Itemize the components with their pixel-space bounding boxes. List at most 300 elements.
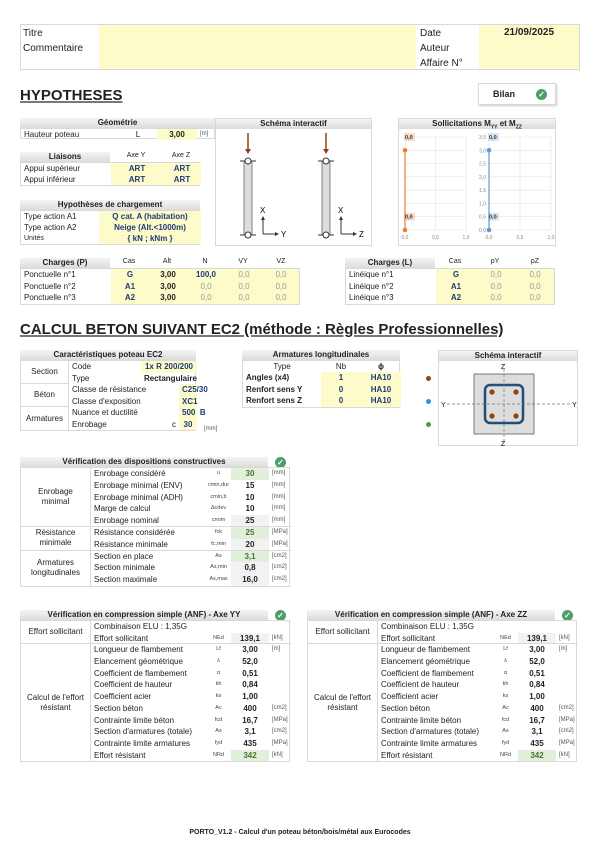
classe-exp-input[interactable]: XC1: [179, 396, 197, 408]
charge-label: Linéique n°3: [349, 293, 394, 302]
row-unit: [269, 679, 291, 691]
armature-nb-input[interactable]: 1: [321, 372, 361, 384]
classe-exp-label: Classe d'exposition: [72, 396, 141, 406]
y-tick-label: 1,5: [479, 188, 486, 195]
symbol: [206, 621, 231, 633]
code-input[interactable]: 1x R 200/200: [141, 361, 197, 373]
symbol: ks: [502, 693, 509, 700]
row-unit: [cm2]: [272, 704, 287, 711]
symbol: NRd: [499, 751, 511, 758]
affaire-label: Affaire N°: [420, 58, 463, 69]
row-value: 16,7: [242, 715, 258, 725]
nuance-input[interactable]: [179, 407, 206, 419]
row-label: Effort résistant: [381, 750, 433, 760]
row-label: Longueur de flambement: [94, 645, 183, 655]
table-row: [21, 281, 299, 293]
section-diagram: [439, 361, 579, 447]
symbol: λ: [217, 658, 220, 665]
charge-input[interactable]: 3,00: [149, 281, 187, 293]
table-row: [21, 163, 199, 174]
table-row: [21, 233, 199, 244]
row-label: Coefficient de hauteur: [94, 680, 173, 690]
chargement-select[interactable]: { kN ; kNm }: [99, 233, 201, 244]
y-tick-label: 0,5: [479, 214, 486, 221]
row-label: Section béton: [94, 703, 143, 713]
symbol: As: [502, 728, 509, 735]
liaison-y-select[interactable]: ART: [111, 174, 163, 185]
col-header: VY: [238, 258, 248, 265]
check-icon: ✓: [275, 457, 286, 468]
liaison-label: Appui supérieur: [24, 164, 81, 173]
charge-input[interactable]: A2: [111, 292, 149, 304]
row-label: Elancement géométrique: [381, 657, 470, 667]
column-diagram: [216, 129, 373, 247]
row-unit: [556, 621, 578, 633]
charge-input[interactable]: A2: [436, 292, 476, 304]
charge-input[interactable]: 0,0: [476, 292, 516, 304]
charge-input[interactable]: A1: [111, 281, 149, 293]
row-label: Coefficient de flambement: [381, 668, 474, 678]
row-value: 16,7: [529, 715, 545, 725]
symbol: Lf: [503, 646, 508, 653]
row-value: 52,0: [529, 657, 545, 667]
charge-input[interactable]: G: [436, 269, 476, 281]
data-point: [403, 228, 408, 233]
bar-color-dot-icon: [426, 422, 431, 427]
x-tick-label: 0,5: [516, 235, 524, 241]
titre-commentaire-field[interactable]: [99, 25, 416, 69]
data-label: 0,0: [489, 135, 497, 141]
row-unit: [556, 656, 578, 668]
table-row: [346, 281, 554, 293]
hauteur-symbol: L: [135, 130, 141, 139]
bilan-box[interactable]: [478, 83, 556, 105]
armature-label: Renfort sens Y: [246, 384, 303, 394]
charge-input[interactable]: G: [111, 269, 149, 281]
table-row: [21, 211, 199, 222]
liaison-z-select[interactable]: ART: [163, 174, 201, 185]
row-unit: [MPa]: [559, 739, 575, 746]
beton-label: Béton: [21, 384, 69, 407]
section-label: Section: [21, 361, 69, 384]
classe-res-label: Classe de résistance: [72, 385, 147, 394]
symbol: fyd: [501, 739, 510, 746]
charge-input[interactable]: 0,0: [516, 292, 554, 304]
row-label: Enrobage minimal (ADH): [94, 492, 183, 502]
charge-input[interactable]: 0,0: [263, 269, 299, 281]
enrobage-input[interactable]: 30: [179, 419, 197, 431]
armature-nb-input[interactable]: 0: [321, 384, 361, 396]
row-value: 30: [231, 468, 269, 480]
row-value: [231, 621, 269, 633]
row-value: 0,51: [529, 668, 545, 678]
row-label: Résistance minimale: [91, 539, 206, 551]
row-unit: [cm2]: [272, 552, 287, 559]
charge-label: Ponctuelle n°2: [24, 281, 76, 291]
x-tick-label: 0,0: [485, 235, 493, 241]
date-value: 21/09/2025: [503, 27, 555, 38]
symbol: [493, 621, 518, 633]
row-unit: [mm]: [269, 515, 291, 527]
table-row: [243, 384, 399, 396]
row-label: Effort résistant: [94, 750, 146, 760]
row-value: 52,0: [242, 657, 258, 667]
hypotheses-title: HYPOTHESES: [20, 87, 123, 104]
charge-input[interactable]: 0,0: [516, 281, 554, 293]
charge-label: Ponctuelle n°3: [24, 293, 76, 302]
charge-label: Linéique n°2: [349, 281, 394, 291]
row-value: 10: [245, 492, 255, 502]
group-label: Armatures longitudinales: [21, 551, 91, 586]
data-point: [403, 148, 408, 153]
axis-x-label: X: [260, 206, 266, 215]
row-label: Enrobage minimal (ENV): [94, 480, 183, 490]
row-value: 10: [245, 504, 255, 514]
nuance-label: Nuance et ductilité: [72, 408, 138, 417]
row-unit: [269, 621, 291, 633]
row-value: 3,1: [531, 727, 543, 737]
symbol: kh: [215, 681, 222, 688]
row-unit: [cm2]: [272, 576, 287, 583]
group-label: Enrobage minimal: [21, 468, 91, 527]
chargement-label: Type action A1: [24, 212, 77, 221]
table-row: [21, 292, 299, 304]
hauteur-input[interactable]: 3,00: [157, 129, 197, 140]
row-value: 3,00: [242, 645, 258, 655]
row-label: Longueur de flambement: [381, 645, 470, 655]
row-label: Section maximale: [94, 575, 158, 585]
group-label: Calcul de l'effort résistant: [308, 644, 378, 761]
chargement-label: Unités: [24, 235, 44, 242]
charge-label: Linéique n°1: [349, 270, 394, 279]
col-header: Alt: [162, 258, 172, 265]
symbol: u: [216, 470, 221, 476]
nuance-value: 500: [182, 408, 196, 417]
armature-label: Angles (x4): [246, 373, 290, 382]
charge-input[interactable]: 0,0: [187, 292, 225, 304]
row-unit: [cm2]: [272, 728, 287, 735]
titre-label: Titre: [23, 28, 43, 39]
row-unit: [m]: [272, 646, 281, 653]
col-diameter: ɸ: [378, 362, 384, 371]
row-unit: [MPa]: [272, 739, 288, 746]
auteur-label: Auteur: [420, 43, 450, 54]
row-label: Combinaison ELU : 1,35G: [381, 622, 474, 631]
row-label: Enrobage nominal: [91, 515, 206, 527]
x-tick-label: 0,5: [432, 235, 439, 241]
col-nb: Nb: [335, 362, 347, 371]
x-tick-label: 1,0: [547, 235, 555, 241]
charges-l-header: Charges (L): [345, 258, 435, 268]
charge-input[interactable]: 0,0: [476, 269, 516, 281]
row-value: 3,1: [244, 727, 256, 737]
row-value: [518, 621, 556, 633]
row-value: 400: [530, 703, 544, 713]
column-z: [318, 133, 357, 238]
symbol: α: [216, 669, 221, 676]
symbol: λ: [504, 658, 507, 665]
charge-input[interactable]: 0,0: [263, 292, 299, 304]
chart-plot: [399, 129, 557, 247]
symbol: NEd: [493, 633, 518, 645]
calcul-title: CALCUL BETON SUIVANT EC2 (méthode : Règles Professionnelles): [20, 321, 504, 338]
row-unit: [cm2]: [559, 728, 574, 735]
bar-color-dot-icon: [426, 399, 431, 404]
liaisons-header: Liaisons: [20, 152, 110, 162]
armature-diameter-select[interactable]: HA10: [361, 395, 401, 407]
caract-header: Caractéristiques poteau EC2: [20, 350, 196, 360]
row-value: 139,1: [231, 633, 269, 645]
symbol: Δcdev: [210, 505, 227, 512]
bilan-label: Bilan: [493, 89, 516, 99]
check-icon: ✓: [536, 89, 547, 100]
symbol: cmin,dur: [207, 481, 230, 488]
table-row: [21, 174, 199, 185]
row-label: Section minimale: [94, 563, 155, 573]
symbol: kh: [502, 681, 509, 688]
row-label: Coefficient de flambement: [94, 668, 187, 678]
row-value: 435: [530, 738, 544, 748]
row-value: 0,84: [242, 680, 258, 690]
row-value: 400: [243, 703, 257, 713]
col-type: Type: [273, 362, 291, 371]
symbol: fck: [214, 528, 223, 535]
charge-input[interactable]: 0,0: [516, 269, 554, 281]
row-unit: [mm]: [272, 505, 286, 512]
hauteur-unit: [m]: [200, 131, 209, 137]
date-label: Date: [420, 28, 442, 39]
row-label: Contrainte limite béton: [381, 715, 462, 725]
check-icon: ✓: [562, 610, 573, 621]
row-unit: [MPa]: [272, 716, 288, 723]
y-tick-label: 1,0: [479, 201, 486, 208]
row-label: Effort sollicitant: [91, 633, 206, 645]
symbol: As: [215, 728, 222, 735]
document-header: [20, 24, 580, 70]
footer: PORTO_V1.2 - Calcul d'un poteau béton/bois/métal aux Eurocodes: [189, 829, 411, 836]
col-header: pY: [490, 258, 500, 265]
symbol: As,min: [210, 564, 227, 571]
col-header: Cas: [122, 258, 136, 265]
date-field[interactable]: [479, 25, 579, 69]
symbol: NRd: [212, 751, 224, 758]
data-label: 0,0: [489, 214, 497, 221]
x-tick-label: 0,0: [401, 235, 409, 241]
row-label: Effort sollicitant: [378, 633, 493, 645]
compression-header: Vérification en compression simple (ANF) - Axe YY: [20, 610, 268, 620]
sollicitations-chart: [398, 118, 556, 246]
compression-header: Vérification en compression simple (ANF) - Axe ZZ: [307, 610, 555, 620]
row-label: Section béton: [381, 703, 430, 713]
row-value: 25: [231, 527, 269, 539]
data-point: [487, 228, 492, 233]
type-value: Rectangulaire: [144, 373, 197, 383]
y-label: Y: [572, 402, 577, 409]
row-value: 139,1: [518, 633, 556, 645]
charge-label: Ponctuelle n°1: [24, 270, 76, 279]
row-label: Section d'armatures (totale): [94, 727, 193, 737]
row-unit: [kN]: [556, 633, 578, 645]
column-y: [240, 133, 279, 238]
row-label: Contrainte limite béton: [94, 715, 175, 725]
row-unit: [kN]: [269, 633, 291, 645]
row-label: Combinaison ELU : 1,35G: [94, 622, 187, 631]
chart-title: Sollicitations $M_{YY}$ et $M_{ZZ}$: [399, 119, 555, 129]
row-unit: [cm2]: [272, 564, 287, 571]
row-value: 435: [243, 738, 257, 748]
data-label: 0,0: [405, 214, 413, 221]
enrobage-label: Enrobage: [72, 419, 107, 429]
data-label: 0,0: [405, 135, 413, 141]
row-unit: [MPa]: [269, 539, 291, 551]
symbol: As: [215, 552, 222, 559]
axis-y-label: Y: [281, 230, 287, 239]
row-unit: [cm2]: [559, 704, 574, 711]
group-label: Effort sollicitant: [308, 621, 378, 644]
symbol: As,max: [209, 576, 228, 583]
x-tick-label: 1,0: [462, 235, 470, 241]
y-tick-label: 2,5: [479, 161, 486, 168]
row-value: 0,51: [242, 668, 258, 678]
armature-diameter-select[interactable]: HA10: [361, 372, 401, 384]
charge-input[interactable]: 0,0: [225, 281, 263, 293]
charge-input[interactable]: A1: [436, 281, 476, 293]
row-unit: [269, 656, 291, 668]
charge-input[interactable]: 3,00: [149, 292, 187, 304]
symbol: NEd: [206, 633, 231, 645]
row-unit: [mm]: [272, 481, 286, 488]
row-label: Contrainte limite armatures: [381, 738, 478, 748]
row-unit: [556, 691, 578, 703]
symbol: ks: [215, 693, 222, 700]
row-value: 342: [518, 750, 556, 762]
charge-input[interactable]: 0,0: [225, 269, 263, 281]
hauteur-label: Hauteur poteau: [24, 130, 80, 139]
axis-z-label: Z: [359, 230, 364, 239]
ductilite-value: B: [199, 408, 206, 417]
row-unit: [556, 668, 578, 680]
compression-table: [307, 620, 577, 762]
verif-header: Vérification des dispositions constructives: [20, 457, 268, 467]
charge-input[interactable]: 0,0: [187, 281, 225, 293]
row-label: Coefficient acier: [94, 692, 152, 702]
row-value: 3,1: [231, 551, 269, 563]
table-row: [346, 292, 554, 304]
armature-nb-input[interactable]: 0: [321, 395, 361, 407]
col-header: VZ: [276, 258, 286, 265]
row-label: Contrainte limite armatures: [94, 738, 191, 748]
row-label: Section d'armatures (totale): [381, 727, 480, 737]
armature-diameter-select[interactable]: HA10: [361, 384, 401, 396]
classe-res-input[interactable]: C25/30: [179, 384, 197, 396]
chargement-select[interactable]: Q cat. A (habitation): [99, 211, 201, 222]
table-row: [21, 222, 199, 233]
symbol: fcd: [214, 716, 223, 723]
section-schema: [438, 350, 578, 446]
chargement-label: Type action A2: [24, 223, 77, 232]
z-label: Z: [501, 441, 506, 448]
chargement-header: Hypothèses de chargement: [20, 200, 200, 210]
row-label: Section en place: [94, 551, 154, 561]
charge-input[interactable]: 0,0: [476, 281, 516, 293]
row-value: 342: [231, 750, 269, 762]
row-label: Enrobage considéré: [94, 469, 166, 478]
symbol: fc,min: [206, 539, 231, 551]
table-row: [21, 269, 299, 281]
row-value: 0,8: [231, 562, 269, 574]
symbol: fcd: [501, 716, 510, 723]
compression-table: [20, 620, 290, 762]
data-point: [487, 148, 492, 153]
row-unit: [mm]: [272, 470, 286, 476]
row-value: 15: [245, 480, 255, 490]
row-label: Coefficient de hauteur: [381, 680, 460, 690]
col-header: N: [202, 258, 208, 265]
axis-x-label: X: [338, 206, 344, 215]
y-tick-label: 3,0: [479, 148, 486, 155]
armature-label: Renfort sens Z: [246, 396, 303, 405]
row-unit: [269, 691, 291, 703]
row-label: Coefficient acier: [381, 692, 439, 702]
enrobage-symbol: c: [172, 419, 176, 429]
row-value: 0,84: [529, 680, 545, 690]
liaison-y-select[interactable]: ART: [111, 163, 163, 174]
axe-z-header: Axe Z: [171, 152, 191, 159]
y-tick-label: 2,0: [479, 174, 486, 181]
symbol: Ac: [215, 704, 222, 711]
check-icon: ✓: [275, 610, 286, 621]
row-value: 16,0: [231, 574, 269, 586]
row-unit: [m]: [559, 646, 568, 653]
row-value: 25: [231, 515, 269, 527]
z-label: Z: [501, 364, 506, 371]
row-unit: [556, 679, 578, 691]
schema-poteau: [215, 118, 372, 246]
bar-color-dot-icon: [426, 376, 431, 381]
row-unit: [MPa]: [559, 716, 575, 723]
liaison-label: Appui inférieur: [24, 175, 76, 184]
charge-input[interactable]: 0,0: [263, 281, 299, 293]
group-label: Résistance minimale: [21, 527, 91, 551]
chargement-select[interactable]: Neige (Alt.<1000m): [99, 222, 201, 233]
charge-input[interactable]: 3,00: [149, 269, 187, 281]
row-unit: [mm]: [272, 493, 286, 500]
geometrie-header: Géométrie: [20, 118, 215, 128]
armatures-header: Armatures longitudinales: [242, 350, 400, 360]
row-unit: [kN]: [559, 751, 570, 758]
axe-y-header: Axe Y: [126, 152, 146, 159]
col-header: pZ: [530, 258, 540, 265]
liaison-z-select[interactable]: ART: [163, 163, 201, 174]
y-tick-label: 3,5: [479, 135, 486, 141]
schema-header: Schéma interactif: [216, 119, 371, 129]
row-value: 1,00: [529, 692, 545, 702]
row-value: 20: [231, 539, 269, 551]
code-label: Code: [72, 362, 92, 371]
symbol: Ac: [502, 704, 509, 711]
section-schema-header: Schéma interactif: [439, 351, 577, 361]
table-row: [243, 372, 399, 384]
table-row: [243, 395, 399, 407]
y-tick-label: 0,0: [479, 228, 486, 234]
symbol: α: [503, 669, 508, 676]
row-label: Marge de calcul: [94, 504, 151, 514]
charge-input[interactable]: 100,0: [187, 269, 225, 281]
charge-input[interactable]: 0,0: [225, 292, 263, 304]
col-header: Cas: [448, 258, 462, 265]
symbol: cmin,b: [210, 493, 227, 500]
row-label: Résistance considérée: [94, 527, 175, 537]
